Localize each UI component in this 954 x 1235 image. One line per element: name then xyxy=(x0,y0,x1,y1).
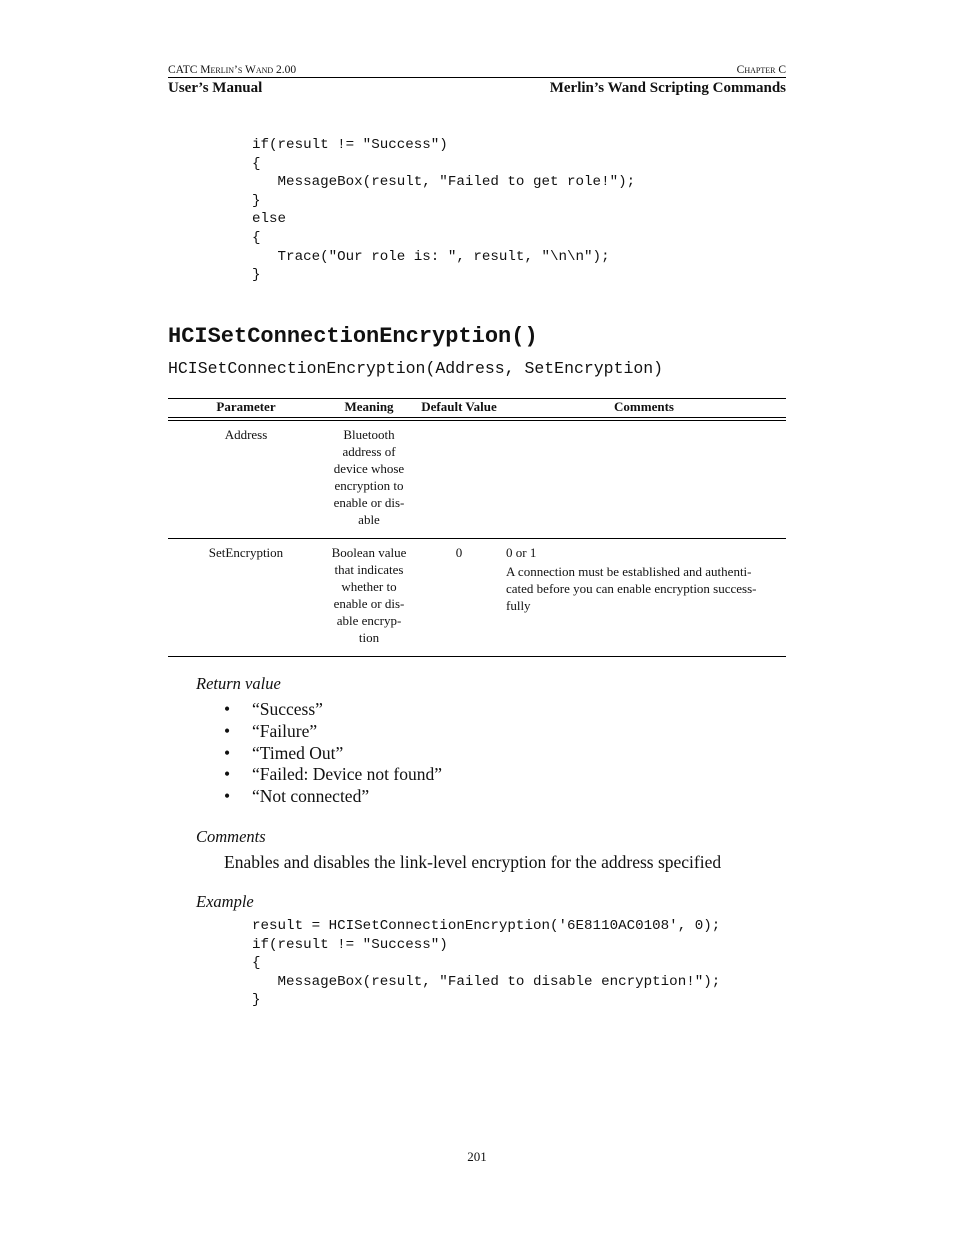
table-header-comments: Comments xyxy=(614,399,674,414)
comments-heading: Comments xyxy=(196,827,266,846)
header-product: CATC Merlin’s Wand 2.00 xyxy=(168,64,297,76)
header-section: Merlin’s Wand Scripting Commands xyxy=(549,80,786,96)
table-header-meaning: Meaning xyxy=(344,399,394,414)
table-header-rule-2 xyxy=(168,420,786,421)
list-item: • “Failure” xyxy=(224,720,318,741)
table-header-default: Default Value xyxy=(421,399,497,414)
list-item: • “Not connected” xyxy=(224,786,370,807)
table-cell-meaning: Bluetooth address of device whose encryption to enable or dis- able xyxy=(333,427,405,527)
return-value-heading: Return value xyxy=(196,674,281,693)
example-heading: Example xyxy=(196,892,254,911)
return-value-list xyxy=(224,699,442,808)
table-cell-parameter: Address xyxy=(224,427,268,442)
example-code: result = HCISetConnectionEncryption('6E8110AC0108', 0); if(result != "Success") { MessageBox(result, "Failed to disable encryption!"); } xyxy=(252,918,721,1009)
header-rule xyxy=(168,77,786,78)
table-header-parameter: Parameter xyxy=(216,399,276,414)
comments-text: Enables and disables the link-level encryption for the address specified xyxy=(224,852,722,872)
header-manual: User’s Manual xyxy=(168,80,263,96)
list-item: • “Timed Out” xyxy=(224,742,344,763)
function-signature: HCISetConnectionEncryption(Address, SetEncryption) xyxy=(168,359,664,378)
table-cell-meaning: Boolean value that indicates whether to enable or dis- able encryp- tion xyxy=(331,545,407,645)
table-cell-comments: 0 or 1 A connection must be established and authenti- cated before you can enable encryption success- fully xyxy=(506,545,757,613)
function-title: HCISetConnectionEncryption() xyxy=(168,324,538,349)
list-item: • “Success” xyxy=(224,699,323,719)
table-header-rule-1 xyxy=(168,417,786,418)
code-block-role: if(result != "Success") { MessageBox(result, "Failed to get role!"); } else { Trace("Our role is: ", result, "\n\n"); } xyxy=(252,137,636,284)
list-item: • “Failed: Device not found” xyxy=(224,764,443,785)
table-row-rule xyxy=(168,538,786,539)
page-number: 201 xyxy=(467,1149,487,1164)
table-cell-parameter: SetEncryption xyxy=(208,545,284,560)
header-chapter: Chapter C xyxy=(736,64,786,76)
table-bottom-rule xyxy=(168,656,786,657)
table-cell-default: 0 xyxy=(455,545,463,560)
